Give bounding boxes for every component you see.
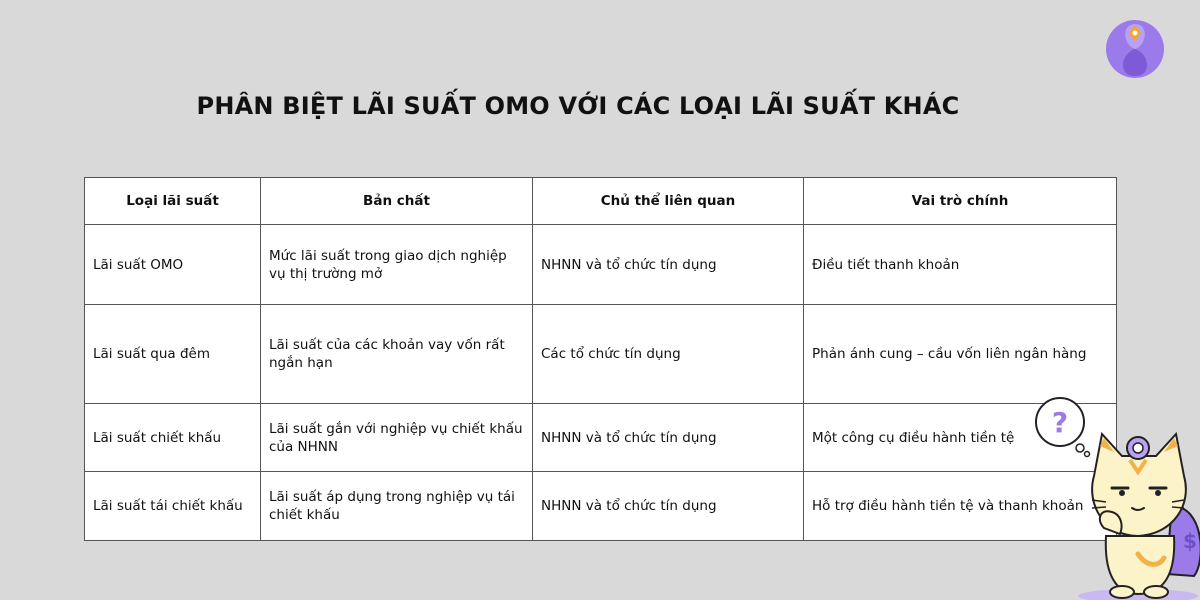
table-cell: Lãi suất gắn với nghiệp vụ chiết khấu của NHNN: [261, 404, 533, 472]
svg-text:?: ?: [1051, 406, 1069, 439]
header-cell: Bản chất: [261, 178, 533, 225]
table-cell: Lãi suất qua đêm: [85, 305, 261, 404]
table-cell: NHNN và tổ chức tín dụng: [533, 225, 804, 305]
table-cell: Mức lãi suất trong giao dịch nghiệp vụ thị trường mở: [261, 225, 533, 305]
thought-bubble-icon: [1036, 398, 1090, 457]
table-header-row: [85, 178, 1117, 225]
table-cell: Phản ánh cung – cầu vốn liên ngân hàng: [804, 305, 1117, 404]
thinking-cat-mascot-icon: [1034, 396, 1200, 600]
svg-text:$: $: [1183, 529, 1197, 553]
table-cell: Hỗ trợ điều hành tiền tệ và thanh khoản: [804, 472, 1117, 541]
table-row: [85, 305, 1117, 404]
hourglass-drop-logo-icon: [1104, 18, 1166, 80]
table-cell: Điều tiết thanh khoản: [804, 225, 1117, 305]
table-row: [85, 225, 1117, 305]
table-cell: Lãi suất tái chiết khấu: [85, 472, 261, 541]
header-cell: Vai trò chính: [804, 178, 1117, 225]
table-cell: Các tổ chức tín dụng: [533, 305, 804, 404]
table-cell: NHNN và tổ chức tín dụng: [533, 404, 804, 472]
table-cell: NHNN và tổ chức tín dụng: [533, 472, 804, 541]
page-title: PHÂN BIỆT LÃI SUẤT OMO VỚI CÁC LOẠI LÃI SUẤT KHÁC: [196, 92, 960, 120]
table-cell: Lãi suất của các khoản vay vốn rất ngắn hạn: [261, 305, 533, 404]
comparison-table: [84, 177, 1117, 541]
table-cell: Lãi suất áp dụng trong nghiệp vụ tái chiết khấu: [261, 472, 533, 541]
header-cell: Loại lãi suất: [85, 178, 261, 225]
table-cell: Lãi suất chiết khấu: [85, 404, 261, 472]
table-row: [85, 404, 1117, 472]
table-cell: Lãi suất OMO: [85, 225, 261, 305]
table-cell: Một công cụ điều hành tiền tệ: [804, 404, 1117, 472]
header-cell: Chủ thể liên quan: [533, 178, 804, 225]
table-row: [85, 472, 1117, 541]
